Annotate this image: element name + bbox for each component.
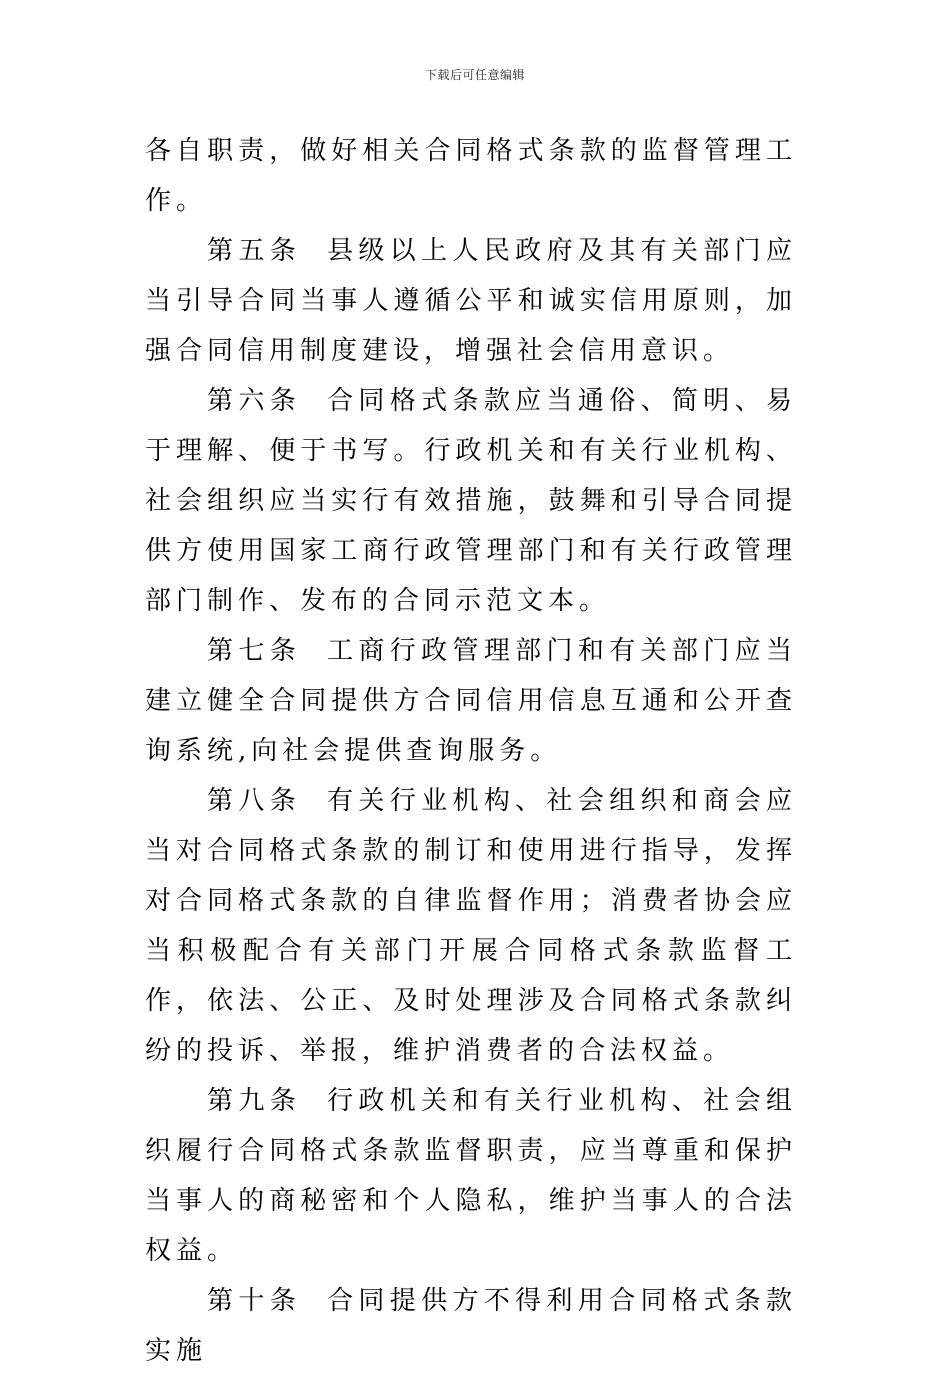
- article-10: [145, 1276, 797, 1376]
- article-text: 工商行政管理部门和有关部门应当建立健全合同提供方合同信用信息互通和公开查询系统,向社会提供查询服务。: [145, 636, 797, 766]
- article-text: 有关行业机构、社会组织和商会应当对合同格式条款的制订和使用进行指导，发挥对合同格式条款的自律监督作用；消费者协会应当积极配合有关部门开展合同格式条款监督工作，依法、公正、及时处理涉及合同格式条款纠纷的投诉、举报，维护消费者的合法权益。: [145, 786, 797, 1066]
- page-header: 下载后可任意编辑: [424, 68, 525, 82]
- article-number: 第六条: [207, 386, 302, 416]
- article-text: 行政机关和有关行业机构、社会组织履行合同格式条款监督职责，应当尊重和保护当事人的商秘密和个人隐私，维护当事人的合法权益。: [145, 1086, 797, 1266]
- article-text: 合同提供方不得利用合同格式条款实施: [145, 1286, 797, 1366]
- article-number: 第七条: [207, 636, 302, 666]
- article-number: 第八条: [207, 786, 302, 816]
- article-number: 第五条: [207, 236, 302, 266]
- document-body: [145, 126, 797, 1376]
- article-text: 合同格式条款应当通俗、简明、易于理解、便于书写。行政机关和有关行业机构、社会组织应当实行有效措施，鼓舞和引导合同提供方使用国家工商行政管理部门和有关行政管理部门制作、发布的合同示范文本。: [145, 386, 797, 616]
- article-number: 第九条: [207, 1086, 302, 1116]
- article-8: [145, 776, 797, 1076]
- article-6: [145, 376, 797, 626]
- paragraph-continuation: [145, 126, 797, 226]
- paragraph-text: 各自职责，做好相关合同格式条款的监督管理工作。: [145, 136, 797, 216]
- article-text: 县级以上人民政府及其有关部门应当引导合同当事人遵循公平和诚实信用原则，加强合同信用制度建设，增强社会信用意识。: [145, 236, 797, 366]
- article-7: [145, 626, 797, 776]
- article-5: [145, 226, 797, 376]
- article-number: 第十条: [207, 1286, 302, 1316]
- article-9: [145, 1076, 797, 1276]
